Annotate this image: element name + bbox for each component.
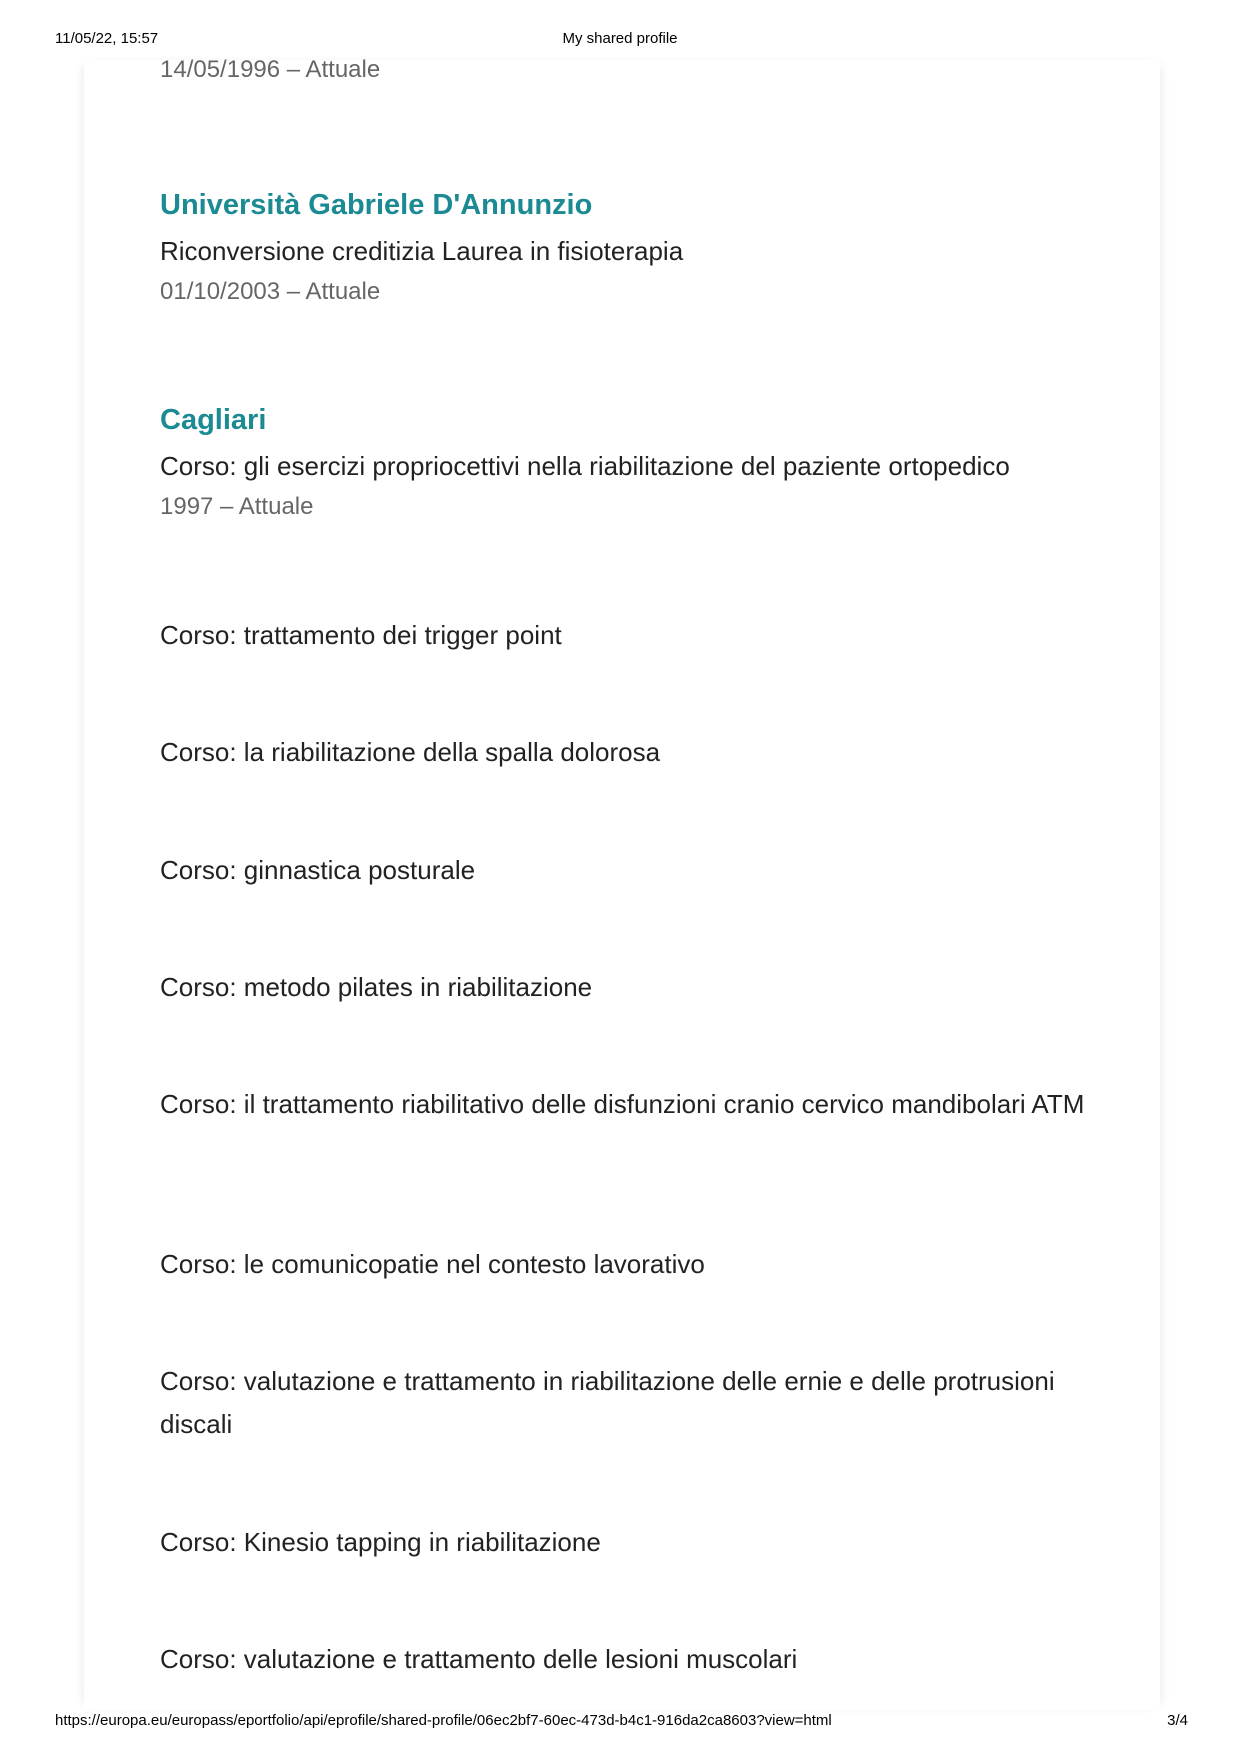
course-item: Corso: valutazione e trattamento in riabilitazione delle ernie e delle protrusioni discali bbox=[160, 1366, 1055, 1439]
entry-date: 1997 – Attuale bbox=[160, 493, 314, 520]
page-number: 3/4 bbox=[1167, 1712, 1188, 1729]
entry-date: 14/05/1996 – Attuale bbox=[160, 56, 381, 83]
entry-description: Corso: gli esercizi propriocettivi nella riabilitazione del paziente ortopedico bbox=[160, 451, 1010, 481]
print-footer bbox=[0, 1712, 1240, 1734]
course-item: Corso: ginnastica posturale bbox=[160, 855, 476, 885]
course-item: Corso: le comunicopatie nel contesto lavorativo bbox=[160, 1249, 705, 1279]
course-item: Corso: trattamento dei trigger point bbox=[160, 620, 562, 650]
print-datetime: 11/05/22, 15:57 bbox=[55, 30, 159, 47]
course-item: Corso: Kinesio tapping in riabilitazione bbox=[160, 1527, 601, 1557]
print-title: My shared profile bbox=[562, 30, 678, 47]
course-item: Corso: il trattamento riabilitativo delle disfunzioni cranio cervico mandibolari ATM bbox=[160, 1089, 1085, 1119]
entry-description: Riconversione creditizia Laurea in fisioterapia bbox=[160, 236, 684, 266]
course-item: Corso: la riabilitazione della spalla dolorosa bbox=[160, 737, 661, 767]
entry-organization: Università Gabriele D'Annunzio bbox=[160, 189, 593, 221]
print-header bbox=[0, 30, 1240, 52]
course-item: Corso: valutazione e trattamento delle lesioni muscolari bbox=[160, 1644, 798, 1674]
entry-date: 01/10/2003 – Attuale bbox=[160, 278, 381, 305]
course-item: Corso: metodo pilates in riabilitazione bbox=[160, 972, 593, 1002]
print-url: https://europa.eu/europass/eportfolio/api/eprofile/shared-profile/06ec2bf7-60ec-473d-b4c1-916da2ca8603?view=html bbox=[55, 1712, 832, 1729]
entry-organization: Cagliari bbox=[160, 404, 267, 436]
